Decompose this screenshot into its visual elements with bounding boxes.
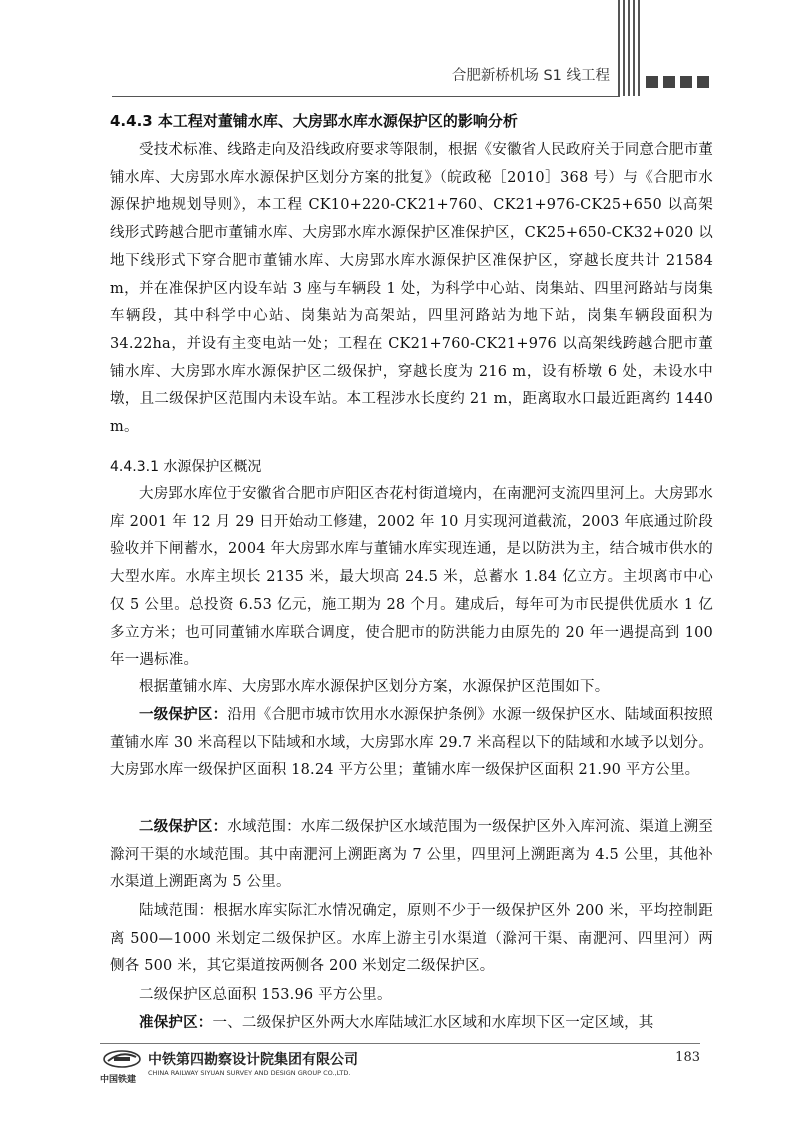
level1-label: 一级保护区： xyxy=(139,707,228,723)
subsection-heading: 4.4.3.1 水源保护区概况 xyxy=(110,459,262,475)
crcc-logo-icon xyxy=(102,1048,142,1070)
header-rule xyxy=(112,96,620,97)
quasi-protection-paragraph xyxy=(110,1010,713,1038)
quasi-text: 一、二级保护区外两大水库陆域汇水区域和水库坝下区一定区域，其 xyxy=(212,1015,654,1031)
land-scope-paragraph: 陆域范围：根据水库实际汇水情况确定，原则不少于一级保护区外 200 米，平均控制距离 500—1000 米划定二级保护区。水库上游主引水渠道（滁河干渠、南淝河、四里河）两侧各 500 米，其它渠道按两侧各 200 米划定二级保护区。 xyxy=(110,903,713,975)
level2-protection-paragraph xyxy=(110,814,713,897)
section-heading: 4.4.3 本工程对董铺水库、大房郢水库水源保护区的影响分析 xyxy=(110,112,518,130)
section-intro-paragraph: 受技术标准、线路走向及沿线政府要求等限制，根据《安徽省人民政府关于同意合肥市董铺水库、大房郢水库水源保护区划分方案的批复》（皖政秘［2010］368 号）与《合肥市水源保护地规划导则》，本工程 CK10+220-CK21+760、CK21+976-CK25+650 以高架线形式跨越合肥市董铺水库、大房郢水库水源保护区准保护区，CK25+650-CK32+020 以地下线形式下穿合肥市董铺水库、大房郢水库水源保护区准保护区，穿越长度共计 21584 m，并在准保护区内设车站 3 座与车辆段 1 处，为科学中心站、岗集站、四里河路站与岗集车辆段，其中科学中心站、岗集站为高架站，四里河路站为地下站，岗集车辆段面积为 34.22ha，并设有主变电站一处；工程在 CK21+760-CK21+976 以高架线跨越合肥市董铺水库、大房郢水库水源保护区二级保护，穿越长度为 216 m，设有桥墩 6 处，未设水中墩，且二级保护区范围内未设车站。本工程涉水长度约 21 m，距离取水口最近距离约 1440 m。 xyxy=(110,142,713,436)
footer-logo-text: 中国铁建 xyxy=(100,1075,137,1085)
reservoir-overview-paragraph: 大房郢水库位于安徽省合肥市庐阳区杏花村街道境内，在南淝河支流四里河上。大房郢水库 2001 年 12 月 29 日开始动工修建，2002 年 10 月实现河道截流，2003 年底通过阶段验收并下闸蓄水，2004 年大房郢水库与董铺水库实现连通，是以防洪为主，结合城市供水的大型水库。水库主坝长 2135 米，最大坝高 24.5 米，总蓄水 1.84 亿立方。主坝离市中心仅 5 公里。总投资 6.53 亿元，施工期为 28 个月。建成后，每年可为市民提供优质水 1 亿多立方米；也可同董铺水库联合调度，使合肥市的防洪能力由原先的 20 年一遇提高到 100 年一遇标准。 xyxy=(110,486,713,669)
header-square-decoration xyxy=(646,73,714,92)
footer-company-name-en: CHINA RAILWAY SIYUAN SURVEY AND DESIGN GROUP CO.,LTD. xyxy=(148,1069,351,1077)
footer-rule xyxy=(100,1043,700,1044)
running-header-title: 合肥新桥机场 S1 线工程 xyxy=(451,68,610,84)
level1-protection-paragraph xyxy=(110,702,713,785)
page-number: 183 xyxy=(675,1050,700,1065)
protection-scope-intro: 根据董铺水库、大房郢水库水源保护区划分方案，水源保护区范围如下。 xyxy=(139,679,610,695)
header-bar-decoration xyxy=(618,0,642,96)
level2-label: 二级保护区： xyxy=(139,819,228,835)
level2-text: 水域范围：水库二级保护区水域范围为一级保护区外入库河流、渠道上溯至滁河干渠的水域范围。其中南淝河上溯距离为 7 公里，四里河上溯距离为 4.5 公里，其他补水渠道上溯距离为 5 公里。 xyxy=(110,819,713,891)
level1-text: 沿用《合肥市城市饮用水水源保护条例》水源一级保护区水、陆域面积按照董铺水库 30 米高程以下陆域和水域，大房郢水库 29.7 米高程以下的陆域和水域予以划分。大房郢水库一级保护区面积 18.24 平方公里；董铺水库一级保护区面积 21.90 平方公里。 xyxy=(110,707,713,779)
level2-area-paragraph: 二级保护区总面积 153.96 平方公里。 xyxy=(139,987,392,1003)
quasi-label: 准保护区： xyxy=(139,1015,213,1031)
footer-company-name: 中铁第四勘察设计院集团有限公司 xyxy=(148,1052,358,1068)
